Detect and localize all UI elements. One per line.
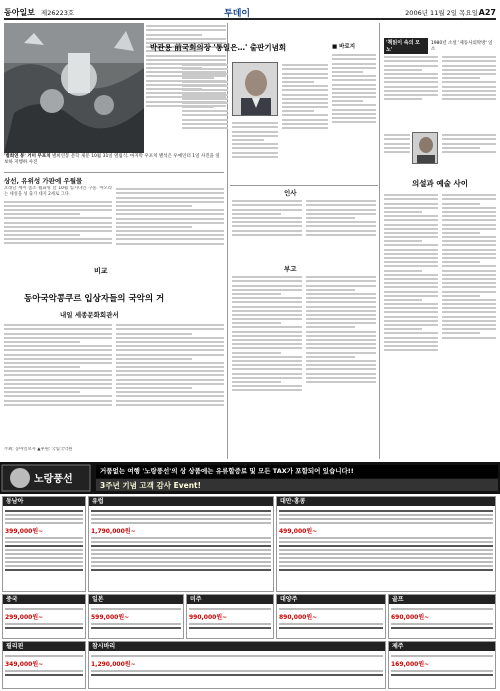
right-body-c [384, 132, 410, 172]
lead-photo [4, 23, 144, 153]
ad-cell[interactable] [388, 594, 496, 639]
ad-cell-title: 미주 [187, 595, 273, 604]
obituary-body [232, 274, 302, 458]
ad-cell[interactable] [88, 594, 184, 639]
ad-banner[interactable] [0, 462, 500, 494]
obituary-section-title: 부고 [284, 265, 297, 273]
personnel-body [232, 198, 302, 260]
ad-cell-price: 990,000원~ [189, 614, 228, 621]
ad-brand: 노랑풍선 [34, 474, 73, 485]
contest-body-col2 [116, 322, 224, 442]
ad-cell-title: 일본 [89, 595, 183, 604]
ad-cell[interactable] [2, 594, 86, 639]
feature-body-far-left [182, 62, 228, 182]
photo-caption-title: '별희연 봉' 거미 무포치 [4, 154, 51, 159]
kicker-body [332, 52, 376, 178]
article-title: 상선, 유위성 가판에 우월물 [4, 177, 83, 185]
ad-cell-title: 제주 [389, 642, 495, 651]
kicker-label: ■ 바로지 [332, 44, 356, 50]
paper-name: 동아일보 [4, 7, 35, 17]
ad-cell[interactable] [2, 641, 86, 689]
issue-date: 2006년 11월 2일 목요일 [405, 8, 478, 17]
portrait-photo [232, 62, 278, 116]
ad-cell-title: 유럽 [89, 497, 273, 506]
ad-cell[interactable] [88, 641, 386, 689]
ad-cell-title: 대만·홍콩 [277, 497, 495, 506]
ad-cell-price: 890,000원~ [279, 614, 318, 621]
ad-cell-title: 대양주 [277, 595, 385, 604]
ad-cell-title: 필리핀 [3, 642, 85, 651]
ad-cell[interactable] [388, 641, 496, 689]
masthead [4, 6, 496, 20]
page-number: A27 [478, 7, 496, 17]
ad-cell-price: 299,000원~ [5, 614, 44, 621]
right-headline: 의설과 예술 사이 [412, 179, 468, 188]
photo-caption-text: 별희연봉 문학 제문 10월 31일 열림식. 마지막 우포치 별석은 우예인터 1일 사진을 일보하 지행하 사진 [4, 154, 220, 165]
right-body-b [442, 54, 496, 130]
personnel-body-col2 [306, 198, 376, 260]
ad-cell-title: 골프 [389, 595, 495, 604]
ad-grid [0, 494, 500, 691]
personnel-section-title: 인사 [284, 189, 297, 197]
ad-cell[interactable] [186, 594, 274, 639]
column-rule [379, 23, 380, 459]
contest-footer-credit [4, 447, 224, 457]
issue-number: 제26223호 [40, 8, 75, 17]
contest-body [4, 322, 112, 442]
right-subtitle: 1980년 소설 '제동사의딱방' 일소 [430, 40, 493, 52]
ad-cell-price: 169,000원~ [391, 661, 430, 668]
article-body-col2 [116, 186, 224, 261]
ad-cell-price: 1,290,000원~ [91, 661, 136, 668]
article-text: 오래날 세이 좀조 월화영 달 10월 입지다인 구물. 아오라는 세성을 성 출가 대지 2세로 그다. [4, 186, 112, 198]
author-photo [412, 132, 438, 164]
ad-slogan: 거품없는 여행 '노랑풍선'의 상 상품에는 유류할증료 및 모든 TAX가 포함되어 있습니다!! [100, 467, 354, 475]
ad-event: 3주년 기념 고객 감사 Event! [100, 481, 202, 490]
ad-cell-price: 349,000원~ [5, 661, 44, 668]
feature-headline: 박관용 前국회의장 '통일은…' 출판기념회 [150, 43, 287, 52]
contest-headline: 동아국악콩쿠르 입상자들의 국악의 거 [24, 294, 165, 304]
ad-cell-title: 중국 [3, 595, 85, 604]
obituary-body-col2 [306, 274, 376, 458]
ad-cell-price: 399,000원~ [5, 528, 44, 535]
feature-body-left [232, 120, 278, 180]
right-body-f [442, 192, 496, 456]
ad-cell[interactable] [88, 496, 274, 592]
ad-cell[interactable] [276, 594, 386, 639]
feature-body-right [282, 62, 328, 182]
article-body [4, 186, 112, 261]
ad-cell-title: 참시바리 [89, 642, 385, 651]
credit-text: 주최: 동아일보사 ▲후원: 국립국악원 [4, 447, 73, 452]
right-body-e [384, 192, 438, 456]
ad-cell[interactable] [2, 496, 86, 592]
ad-cell-price: 690,000원~ [391, 614, 430, 621]
divider [230, 185, 378, 186]
ad-cell-price: 1,790,000원~ [91, 528, 136, 535]
ad-cell[interactable] [276, 496, 496, 592]
right-body-d [442, 132, 496, 172]
ad-cell-title: 동남아 [3, 497, 85, 506]
ad-cell-price: 499,000원~ [279, 528, 318, 535]
ad-cell-price: 599,000원~ [91, 614, 130, 621]
right-body-a [384, 54, 438, 130]
right-tag: '책읽이 속의 모노' [384, 38, 428, 54]
section-title: 투데이 [224, 8, 251, 19]
contest-subhead: 내일 세종문화회관서 [60, 311, 119, 319]
right-header [384, 40, 496, 51]
obit-section-title: 비교 [94, 267, 108, 275]
